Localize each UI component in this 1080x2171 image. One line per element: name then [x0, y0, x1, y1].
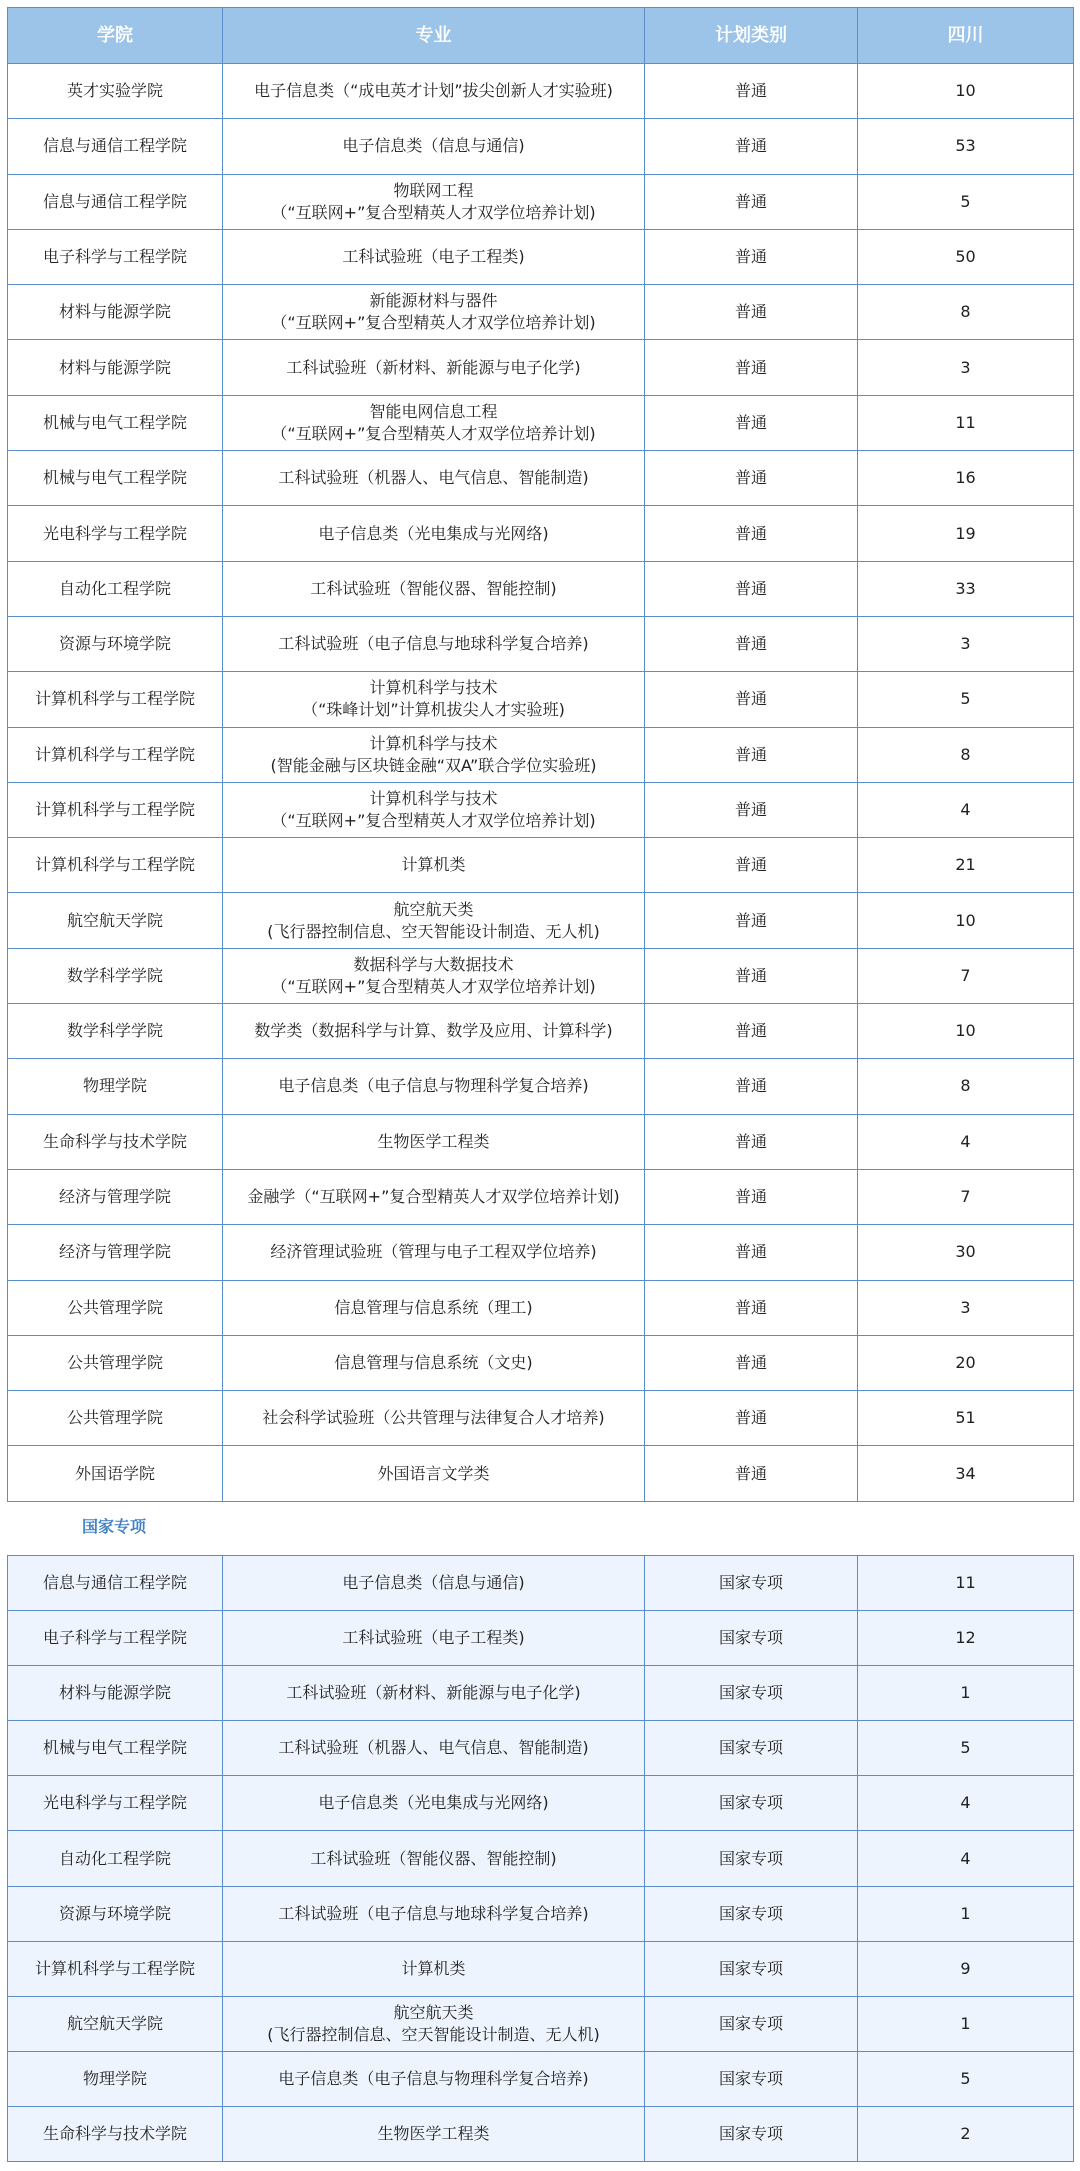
major-line: 外国语言文学类 — [377, 1463, 490, 1483]
cell-sichuan-quota: 10 — [858, 64, 1074, 119]
table-row — [8, 506, 1074, 561]
cell-college: 经济与管理学院 — [8, 1169, 223, 1224]
cell-plan-type: 国家专项 — [645, 1831, 858, 1886]
cell-major — [223, 119, 645, 174]
cell-major — [223, 893, 645, 948]
table-row — [8, 174, 1074, 229]
major-line: (飞行器控制信息、空天智能设计制造、无人机) — [267, 921, 600, 941]
cell-sichuan-quota: 5 — [858, 672, 1074, 727]
major-line: 经济管理试验班（管理与电子工程双学位培养) — [270, 1242, 597, 1262]
cell-major — [223, 561, 645, 616]
table-row — [8, 1996, 1074, 2051]
cell-sichuan-quota: 4 — [858, 1776, 1074, 1831]
cell-college: 资源与环境学院 — [8, 1886, 223, 1941]
major-line: 工科试验班（电子信息与地球科学复合培养) — [278, 634, 589, 654]
cell-major — [223, 1831, 645, 1886]
main-table-body — [8, 64, 1074, 1502]
table-row — [8, 229, 1074, 284]
table-row — [8, 1335, 1074, 1390]
major-line: 社会科学试验班（公共管理与法律复合人才培养) — [262, 1408, 605, 1428]
table-row — [8, 2051, 1074, 2106]
table-row — [8, 838, 1074, 893]
cell-major — [223, 948, 645, 1003]
table-row — [8, 948, 1074, 1003]
cell-college: 公共管理学院 — [8, 1391, 223, 1446]
cell-sichuan-quota: 1 — [858, 1666, 1074, 1721]
major-line: 物联网工程 — [393, 180, 474, 200]
table-row — [8, 1886, 1074, 1941]
cell-plan-type: 国家专项 — [645, 2051, 858, 2106]
cell-major — [223, 782, 645, 837]
header-college: 学院 — [8, 8, 223, 64]
major-line: 电子信息类（光电集成与光网络) — [318, 523, 549, 543]
major-line: 数据科学与大数据技术 — [353, 954, 514, 974]
table-row — [8, 119, 1074, 174]
cell-major — [223, 1776, 645, 1831]
section-label-national-special: 国家专项 — [82, 1517, 147, 1536]
major-line: 工科试验班（电子信息与地球科学复合培养) — [278, 1903, 589, 1923]
cell-college: 材料与能源学院 — [8, 1666, 223, 1721]
cell-college: 公共管理学院 — [8, 1280, 223, 1335]
cell-major — [223, 1059, 645, 1114]
cell-sichuan-quota: 20 — [858, 1335, 1074, 1390]
cell-sichuan-quota: 11 — [858, 395, 1074, 450]
major-line: 新能源材料与器件 — [369, 291, 498, 311]
table-row — [8, 1169, 1074, 1224]
cell-college: 物理学院 — [8, 2051, 223, 2106]
table-row — [8, 395, 1074, 450]
major-line: 工科试验班（新材料、新能源与电子化学) — [286, 1683, 581, 1703]
major-line: 信息管理与信息系统（文史) — [334, 1352, 533, 1372]
cell-college: 外国语学院 — [8, 1446, 223, 1501]
cell-plan-type: 普通 — [645, 64, 858, 119]
cell-sichuan-quota: 3 — [858, 616, 1074, 671]
major-line: 航空航天类 — [393, 2002, 474, 2022]
major-line: 工科试验班（新材料、新能源与电子化学) — [286, 357, 581, 377]
table-row — [8, 340, 1074, 395]
major-line: 工科试验班（电子工程类) — [342, 247, 525, 267]
cell-plan-type: 普通 — [645, 948, 858, 1003]
table-row — [8, 782, 1074, 837]
table-row — [8, 727, 1074, 782]
table-row — [8, 1721, 1074, 1776]
cell-college: 生命科学与技术学院 — [8, 2106, 223, 2161]
table-row — [8, 561, 1074, 616]
table-row — [8, 616, 1074, 671]
cell-plan-type: 国家专项 — [645, 1666, 858, 1721]
cell-major — [223, 451, 645, 506]
cell-sichuan-quota: 5 — [858, 1721, 1074, 1776]
cell-college: 信息与通信工程学院 — [8, 119, 223, 174]
cell-college: 数学科学学院 — [8, 948, 223, 1003]
cell-major — [223, 1886, 645, 1941]
table-row — [8, 1446, 1074, 1501]
table-row — [8, 64, 1074, 119]
cell-plan-type: 普通 — [645, 1335, 858, 1390]
cell-sichuan-quota: 4 — [858, 1114, 1074, 1169]
major-line: 信息管理与信息系统（理工) — [334, 1297, 533, 1317]
cell-sichuan-quota: 51 — [858, 1391, 1074, 1446]
cell-college: 航空航天学院 — [8, 1996, 223, 2051]
major-line: (飞行器控制信息、空天智能设计制造、无人机) — [267, 2024, 600, 2044]
cell-plan-type: 国家专项 — [645, 1556, 858, 1611]
cell-college: 自动化工程学院 — [8, 561, 223, 616]
cell-plan-type: 普通 — [645, 1059, 858, 1114]
cell-plan-type: 普通 — [645, 285, 858, 340]
major-line: 智能电网信息工程 — [369, 401, 498, 421]
enrollment-plan-table — [7, 7, 1074, 1502]
table-row — [8, 1556, 1074, 1611]
cell-sichuan-quota: 34 — [858, 1446, 1074, 1501]
cell-college: 机械与电气工程学院 — [8, 1721, 223, 1776]
cell-sichuan-quota: 21 — [858, 838, 1074, 893]
cell-plan-type: 普通 — [645, 451, 858, 506]
table-row — [8, 672, 1074, 727]
cell-sichuan-quota: 16 — [858, 451, 1074, 506]
cell-plan-type: 国家专项 — [645, 1611, 858, 1666]
major-line: （“互联网+”复合型精英人才双学位培养计划) — [271, 423, 596, 443]
major-line: 电子信息类（信息与通信) — [342, 136, 525, 156]
cell-sichuan-quota: 1 — [858, 1996, 1074, 2051]
cell-major — [223, 1391, 645, 1446]
cell-sichuan-quota: 11 — [858, 1556, 1074, 1611]
cell-college: 物理学院 — [8, 1059, 223, 1114]
cell-plan-type: 普通 — [645, 340, 858, 395]
cell-major — [223, 1280, 645, 1335]
cell-major — [223, 1611, 645, 1666]
cell-plan-type: 普通 — [645, 672, 858, 727]
cell-major — [223, 1996, 645, 2051]
national-special-table — [7, 1555, 1074, 2162]
cell-plan-type: 国家专项 — [645, 1886, 858, 1941]
major-line: 金融学（“互联网+”复合型精英人才双学位培养计划) — [247, 1187, 620, 1207]
cell-plan-type: 普通 — [645, 395, 858, 450]
cell-college: 自动化工程学院 — [8, 1831, 223, 1886]
cell-sichuan-quota: 19 — [858, 506, 1074, 561]
major-line: 工科试验班（电子工程类) — [342, 1628, 525, 1648]
cell-plan-type: 普通 — [645, 1169, 858, 1224]
cell-sichuan-quota: 33 — [858, 561, 1074, 616]
cell-plan-type: 普通 — [645, 727, 858, 782]
table-row — [8, 1831, 1074, 1886]
cell-sichuan-quota: 3 — [858, 1280, 1074, 1335]
cell-college: 材料与能源学院 — [8, 340, 223, 395]
major-line: 工科试验班（机器人、电气信息、智能制造) — [278, 1738, 589, 1758]
cell-sichuan-quota: 5 — [858, 174, 1074, 229]
cell-plan-type: 国家专项 — [645, 2106, 858, 2161]
cell-major — [223, 616, 645, 671]
cell-college: 计算机科学与工程学院 — [8, 672, 223, 727]
cell-plan-type: 普通 — [645, 1114, 858, 1169]
table-row — [8, 893, 1074, 948]
table-row — [8, 1004, 1074, 1059]
cell-sichuan-quota: 5 — [858, 2051, 1074, 2106]
major-line: （“互联网+”复合型精英人才双学位培养计划) — [271, 976, 596, 996]
cell-major — [223, 1721, 645, 1776]
major-line: 电子信息类（电子信息与物理科学复合培养) — [278, 2068, 589, 2088]
cell-major — [223, 727, 645, 782]
cell-sichuan-quota: 50 — [858, 229, 1074, 284]
major-line: 工科试验班（智能仪器、智能控制) — [310, 1848, 557, 1868]
cell-college: 数学科学学院 — [8, 1004, 223, 1059]
cell-sichuan-quota: 2 — [858, 2106, 1074, 2161]
major-line: 航空航天类 — [393, 899, 474, 919]
cell-major — [223, 672, 645, 727]
cell-major — [223, 1941, 645, 1996]
cell-major — [223, 340, 645, 395]
major-line: 计算机类 — [401, 1958, 466, 1978]
major-line: 电子信息类（“成电英才计划”拔尖创新人才实验班) — [254, 81, 613, 101]
cell-sichuan-quota: 1 — [858, 1886, 1074, 1941]
header-major: 专业 — [223, 8, 645, 64]
table-row — [8, 451, 1074, 506]
cell-plan-type: 普通 — [645, 1280, 858, 1335]
cell-sichuan-quota: 4 — [858, 1831, 1074, 1886]
cell-plan-type: 国家专项 — [645, 1776, 858, 1831]
major-line: （“互联网+”复合型精英人才双学位培养计划) — [271, 202, 596, 222]
cell-college: 航空航天学院 — [8, 893, 223, 948]
table-row — [8, 2106, 1074, 2161]
cell-major — [223, 2106, 645, 2161]
major-line: 数学类（数据科学与计算、数学及应用、计算科学) — [254, 1021, 613, 1041]
cell-sichuan-quota: 7 — [858, 1169, 1074, 1224]
cell-sichuan-quota: 8 — [858, 1059, 1074, 1114]
major-line: 计算机科学与技术 — [369, 733, 498, 753]
cell-college: 公共管理学院 — [8, 1335, 223, 1390]
table-row — [8, 1225, 1074, 1280]
cell-major — [223, 1335, 645, 1390]
major-line: （“互联网+”复合型精英人才双学位培养计划) — [271, 811, 596, 830]
table-row — [8, 1280, 1074, 1335]
cell-major — [223, 1666, 645, 1721]
cell-plan-type: 普通 — [645, 1225, 858, 1280]
special-table-body — [8, 1556, 1074, 2162]
cell-college: 计算机科学与工程学院 — [8, 1941, 223, 1996]
cell-sichuan-quota: 9 — [858, 1941, 1074, 1996]
cell-sichuan-quota: 3 — [858, 340, 1074, 395]
major-line: 计算机类 — [401, 855, 466, 875]
cell-sichuan-quota: 4 — [858, 782, 1074, 837]
cell-plan-type: 普通 — [645, 561, 858, 616]
cell-college: 电子科学与工程学院 — [8, 1611, 223, 1666]
major-line: 计算机科学与技术 — [369, 678, 498, 698]
table-row — [8, 1611, 1074, 1666]
cell-sichuan-quota: 8 — [858, 727, 1074, 782]
major-line: 生物医学工程类 — [377, 2123, 490, 2143]
table-row — [8, 1391, 1074, 1446]
cell-plan-type: 普通 — [645, 1446, 858, 1501]
table-row — [8, 1941, 1074, 1996]
table-row — [8, 285, 1074, 340]
cell-plan-type: 普通 — [645, 893, 858, 948]
cell-college: 计算机科学与工程学院 — [8, 782, 223, 837]
cell-plan-type: 国家专项 — [645, 1721, 858, 1776]
cell-major — [223, 838, 645, 893]
cell-sichuan-quota: 53 — [858, 119, 1074, 174]
cell-plan-type: 普通 — [645, 506, 858, 561]
cell-college: 光电科学与工程学院 — [8, 506, 223, 561]
cell-college: 英才实验学院 — [8, 64, 223, 119]
cell-major — [223, 1004, 645, 1059]
cell-plan-type: 普通 — [645, 616, 858, 671]
cell-major — [223, 229, 645, 284]
cell-sichuan-quota: 10 — [858, 1004, 1074, 1059]
table-row — [8, 1776, 1074, 1831]
major-line: 生物医学工程类 — [377, 1131, 490, 1151]
cell-college: 材料与能源学院 — [8, 285, 223, 340]
major-line: 工科试验班（智能仪器、智能控制) — [310, 578, 557, 598]
major-line: 电子信息类（信息与通信) — [342, 1573, 525, 1593]
cell-plan-type: 普通 — [645, 1004, 858, 1059]
cell-major — [223, 1169, 645, 1224]
cell-major — [223, 1114, 645, 1169]
cell-plan-type: 国家专项 — [645, 1941, 858, 1996]
cell-major — [223, 506, 645, 561]
cell-college: 计算机科学与工程学院 — [8, 838, 223, 893]
cell-college: 电子科学与工程学院 — [8, 229, 223, 284]
cell-plan-type: 普通 — [645, 229, 858, 284]
cell-plan-type: 普通 — [645, 838, 858, 893]
cell-college: 机械与电气工程学院 — [8, 451, 223, 506]
major-line: (智能金融与区块链金融“双A”联合学位实验班) — [270, 755, 597, 775]
cell-sichuan-quota: 10 — [858, 893, 1074, 948]
cell-college: 机械与电气工程学院 — [8, 395, 223, 450]
table-row — [8, 1059, 1074, 1114]
major-line: （“互联网+”复合型精英人才双学位培养计划) — [271, 313, 596, 333]
major-line: （“珠峰计划”计算机拔尖人才实验班) — [302, 700, 565, 720]
cell-sichuan-quota: 12 — [858, 1611, 1074, 1666]
table-row — [8, 1114, 1074, 1169]
cell-major — [223, 395, 645, 450]
cell-major — [223, 1556, 645, 1611]
cell-college: 资源与环境学院 — [8, 616, 223, 671]
cell-sichuan-quota: 8 — [858, 285, 1074, 340]
cell-college: 信息与通信工程学院 — [8, 174, 223, 229]
cell-major — [223, 64, 645, 119]
cell-major — [223, 174, 645, 229]
cell-college: 经济与管理学院 — [8, 1225, 223, 1280]
cell-major — [223, 1446, 645, 1501]
major-line: 计算机科学与技术 — [369, 789, 498, 808]
header-plan-type: 计划类别 — [645, 8, 858, 64]
cell-sichuan-quota: 30 — [858, 1225, 1074, 1280]
cell-college: 计算机科学与工程学院 — [8, 727, 223, 782]
cell-major — [223, 1225, 645, 1280]
major-line: 电子信息类（光电集成与光网络) — [318, 1793, 549, 1813]
cell-major — [223, 2051, 645, 2106]
cell-plan-type: 普通 — [645, 1391, 858, 1446]
table-header-row — [8, 8, 1074, 64]
major-line: 电子信息类（电子信息与物理科学复合培养) — [278, 1076, 589, 1096]
cell-plan-type: 普通 — [645, 174, 858, 229]
cell-plan-type: 普通 — [645, 782, 858, 837]
cell-sichuan-quota: 7 — [858, 948, 1074, 1003]
cell-plan-type: 国家专项 — [645, 1996, 858, 2051]
major-line: 工科试验班（机器人、电气信息、智能制造) — [278, 468, 589, 488]
header-sichuan: 四川 — [858, 8, 1074, 64]
cell-college: 生命科学与技术学院 — [8, 1114, 223, 1169]
table-row — [8, 1666, 1074, 1721]
cell-plan-type: 普通 — [645, 119, 858, 174]
cell-college: 信息与通信工程学院 — [8, 1556, 223, 1611]
cell-major — [223, 285, 645, 340]
cell-college: 光电科学与工程学院 — [8, 1776, 223, 1831]
